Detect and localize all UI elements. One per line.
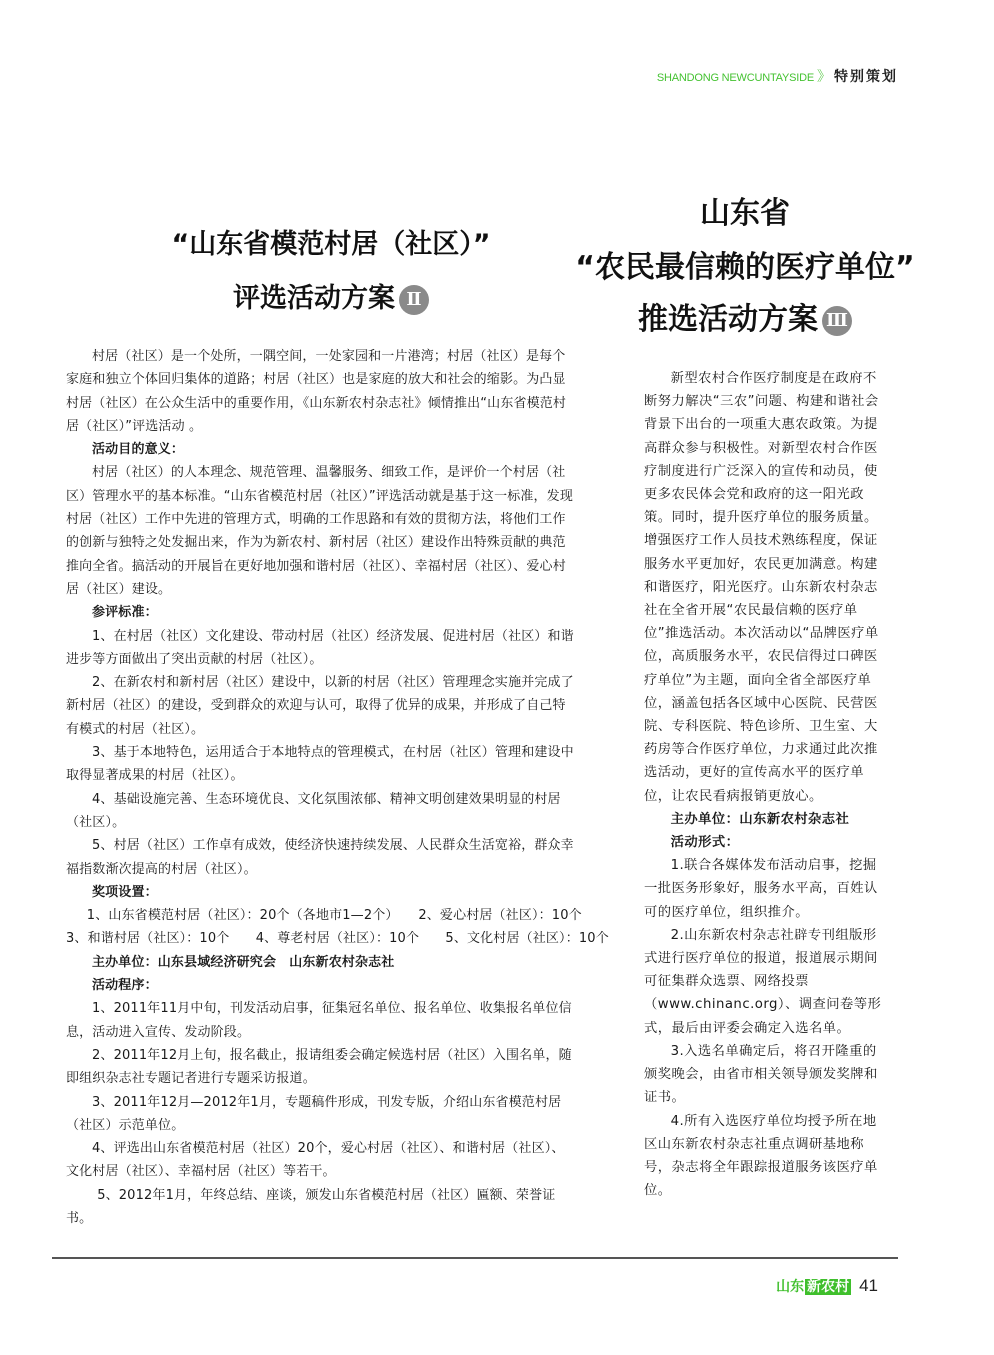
magazine-english-name: SHANDONG NEWCUNTAYSIDE [656,72,814,84]
left-title-line2-wrap [88,282,574,316]
section-name: 特别策划 [834,69,898,85]
criteria-item: 2、在新农村和新村居（社区）建设中，以新的村居（社区）管理理念实施并完成了新村居（社区）的建设，受到群众的欢迎与认可，取得了优异的成果，并形成了自己特有模式的村居（社区）。 [66,675,574,737]
criteria-item: 3、基于本地特色，运用适合于本地特点的管理模式，在村居（社区）管理和建设中取得显著成果的村居（社区）。 [66,745,574,784]
right-article-body [644,367,882,1202]
awards-line: 1、山东省模范村居（社区）：20个（各地市1—2个） 2、爱心村居（社区）：10个 [86,908,582,924]
left-intro-paragraph: 村居（社区）是一个处所，一隅空间，一处家园和一片港湾；村居（社区）是每个家庭和独立个体回归集体的道路；村居（社区）也是家庭的放大和社会的缩影。为凸显村居（社区）在公众生活中的重要作用，《山东新农村杂志社》倾情推出“山东省模范村居（社区）”评选活动 。 [66,349,567,434]
procedure-item: 3、2011年12月—2012年1月，专题稿件形成，刊发专版，介绍山东省模范村居（社区）示范单位。 [66,1094,562,1133]
header-separator: 》 [817,69,831,85]
logo-box: 新农村 [807,1278,850,1295]
magazine-logo [776,1276,851,1296]
running-header [657,66,898,86]
form-heading: 活动形式： [670,835,740,851]
page-footer [776,1275,878,1296]
right-title-line3-wrap [560,302,930,338]
left-article-title [88,228,574,316]
footer-divider [52,1257,898,1259]
purpose-heading: 活动目的意义： [92,442,185,458]
criteria-item: 1、在村居（社区）文化建设、带动村居（社区）经济发展、促进村居（社区）和谐进步等方面做出了突出贡献的村居（社区）。 [66,628,574,667]
procedure-item: 5、2012年1月，年终总结、座谈，颁发山东省模范村居（社区）匾额、荣誉证书。 [66,1187,556,1226]
roman-numeral-badge-3: Ⅲ [822,306,852,336]
right-title-line2: “农民最信赖的医疗单位” [575,250,915,285]
form-item: 1.联合各媒体发布活动启事，挖掘一批医务形象好，服务水平高，百姓认可的医疗单位，组织推介。 [644,858,878,920]
logo-prefix: 山东 [776,1278,805,1295]
right-title-line3: 推选活动方案 [638,302,818,337]
procedure-item: 1、2011年11月中旬，刊发活动启事，征集冠名单位、报名单位、收集报名单位信息，活动进入宣传、发动阶段。 [66,1001,572,1040]
right-article-title [560,196,930,338]
awards-line: 3、和谐村居（社区）：10个 4、尊老村居（社区）：10个 5、文化村居（社区）：10个 [66,931,609,947]
right-title-line1: 山东省 [700,196,790,231]
procedure-item: 4、评选出山东省模范村居（社区）20个，爱心村居（社区）、和谐村居（社区）、文化村居（社区）、幸福村居（社区）等若干。 [66,1141,565,1180]
criteria-item: 4、基础设施完善、生态环境优良、文化氛围浓郁、精神文明创建效果明显的村居（社区）。 [66,791,561,830]
form-item: 3.入选名单确定后，将召开隆重的颁奖晚会，由省市相关领导颁发奖牌和证书。 [644,1043,878,1106]
procedure-item: 2、2011年12月上旬，报名截止，报请组委会确定候选村居（社区）入围名单，随即组织杂志社专题记者进行专题采访报道。 [66,1047,572,1087]
left-title-line2: 评选活动方案 [233,283,395,314]
left-article-body [66,345,609,1230]
criteria-item: 5、村居（社区）工作卓有成效，使经济快速持续发展、人民群众生活宽裕，群众幸福指数渐次提高的村居（社区）。 [66,838,574,877]
form-item: 2.山东新农村杂志社辟专刊组版形式进行医疗单位的报道，报道展示期间可征集群众选票、网络投票（www.chinanc.org）、调查问卷等形式，最后由评委会确定入选名单。 [644,927,882,1036]
left-title-line1: “山东省模范村居（社区）” [171,229,491,260]
criteria-heading: 参评标准： [92,605,158,621]
right-intro-paragraph: 新型农村合作医疗制度是在政府不断努力解决“三农”问题、构建和谐社会背景下出台的一项重大惠农政策。为提高群众参与积极性。对新型农村合作医疗制度进行广泛深入的宣传和动员，使更多农民体会党和政府的这一阳光政策。同时，提升医疗单位的服务质量。增强医疗工作人员技术熟练程度，保证服务水平更加好，农民更加满意。构建和谐医疗，阳光医疗。山东新农村杂志社在全省开展“农民最信赖的医疗单位”推选活动。本次活动以“品牌医疗单位，高质服务水平，农民信得过口碑医疗单位”为主题，面向全省全部医疗单位，涵盖包括各区域中心医院、民营医院、专科医院、特色诊所、卫生室、大药房等合作医疗单位，力求通过此次推选活动，更好的宣传高水平的医疗单位，让农民看病报销更放心。 [644,371,879,804]
page-number: 41 [859,1275,878,1295]
right-organizer: 主办单位：山东新农村杂志社 [670,811,850,827]
purpose-paragraph: 村居（社区）的人本理念、规范管理、温馨服务、细致工作，是评价一个村居（社区）管理水平的基本标准。“山东省模范村居（社区）”评选活动就是基于这一标准，发现村居（社区）工作中先进的管理方式，明确的工作思路和有效的贯彻方法，将他们工作的创新与独特之处发掘出来，作为为新农村、新村居（社区）建设作出特殊贡献的典范推向全省。搞活动的开展旨在更好地加强和谐村居（社区）、幸福村居（社区）、爱心村居（社区）建设。 [66,465,573,597]
awards-heading: 奖项设置： [92,884,158,900]
left-organizer: 主办单位：山东县域经济研究会 山东新农村杂志社 [92,954,395,970]
form-item: 4.所有入选医疗单位均授予所在地区山东新农村杂志社重点调研基地称号，杂志将全年跟踪报道服务该医疗单位。 [644,1113,878,1199]
roman-numeral-badge-2: Ⅱ [399,285,429,315]
procedure-heading: 活动程序： [92,978,158,994]
